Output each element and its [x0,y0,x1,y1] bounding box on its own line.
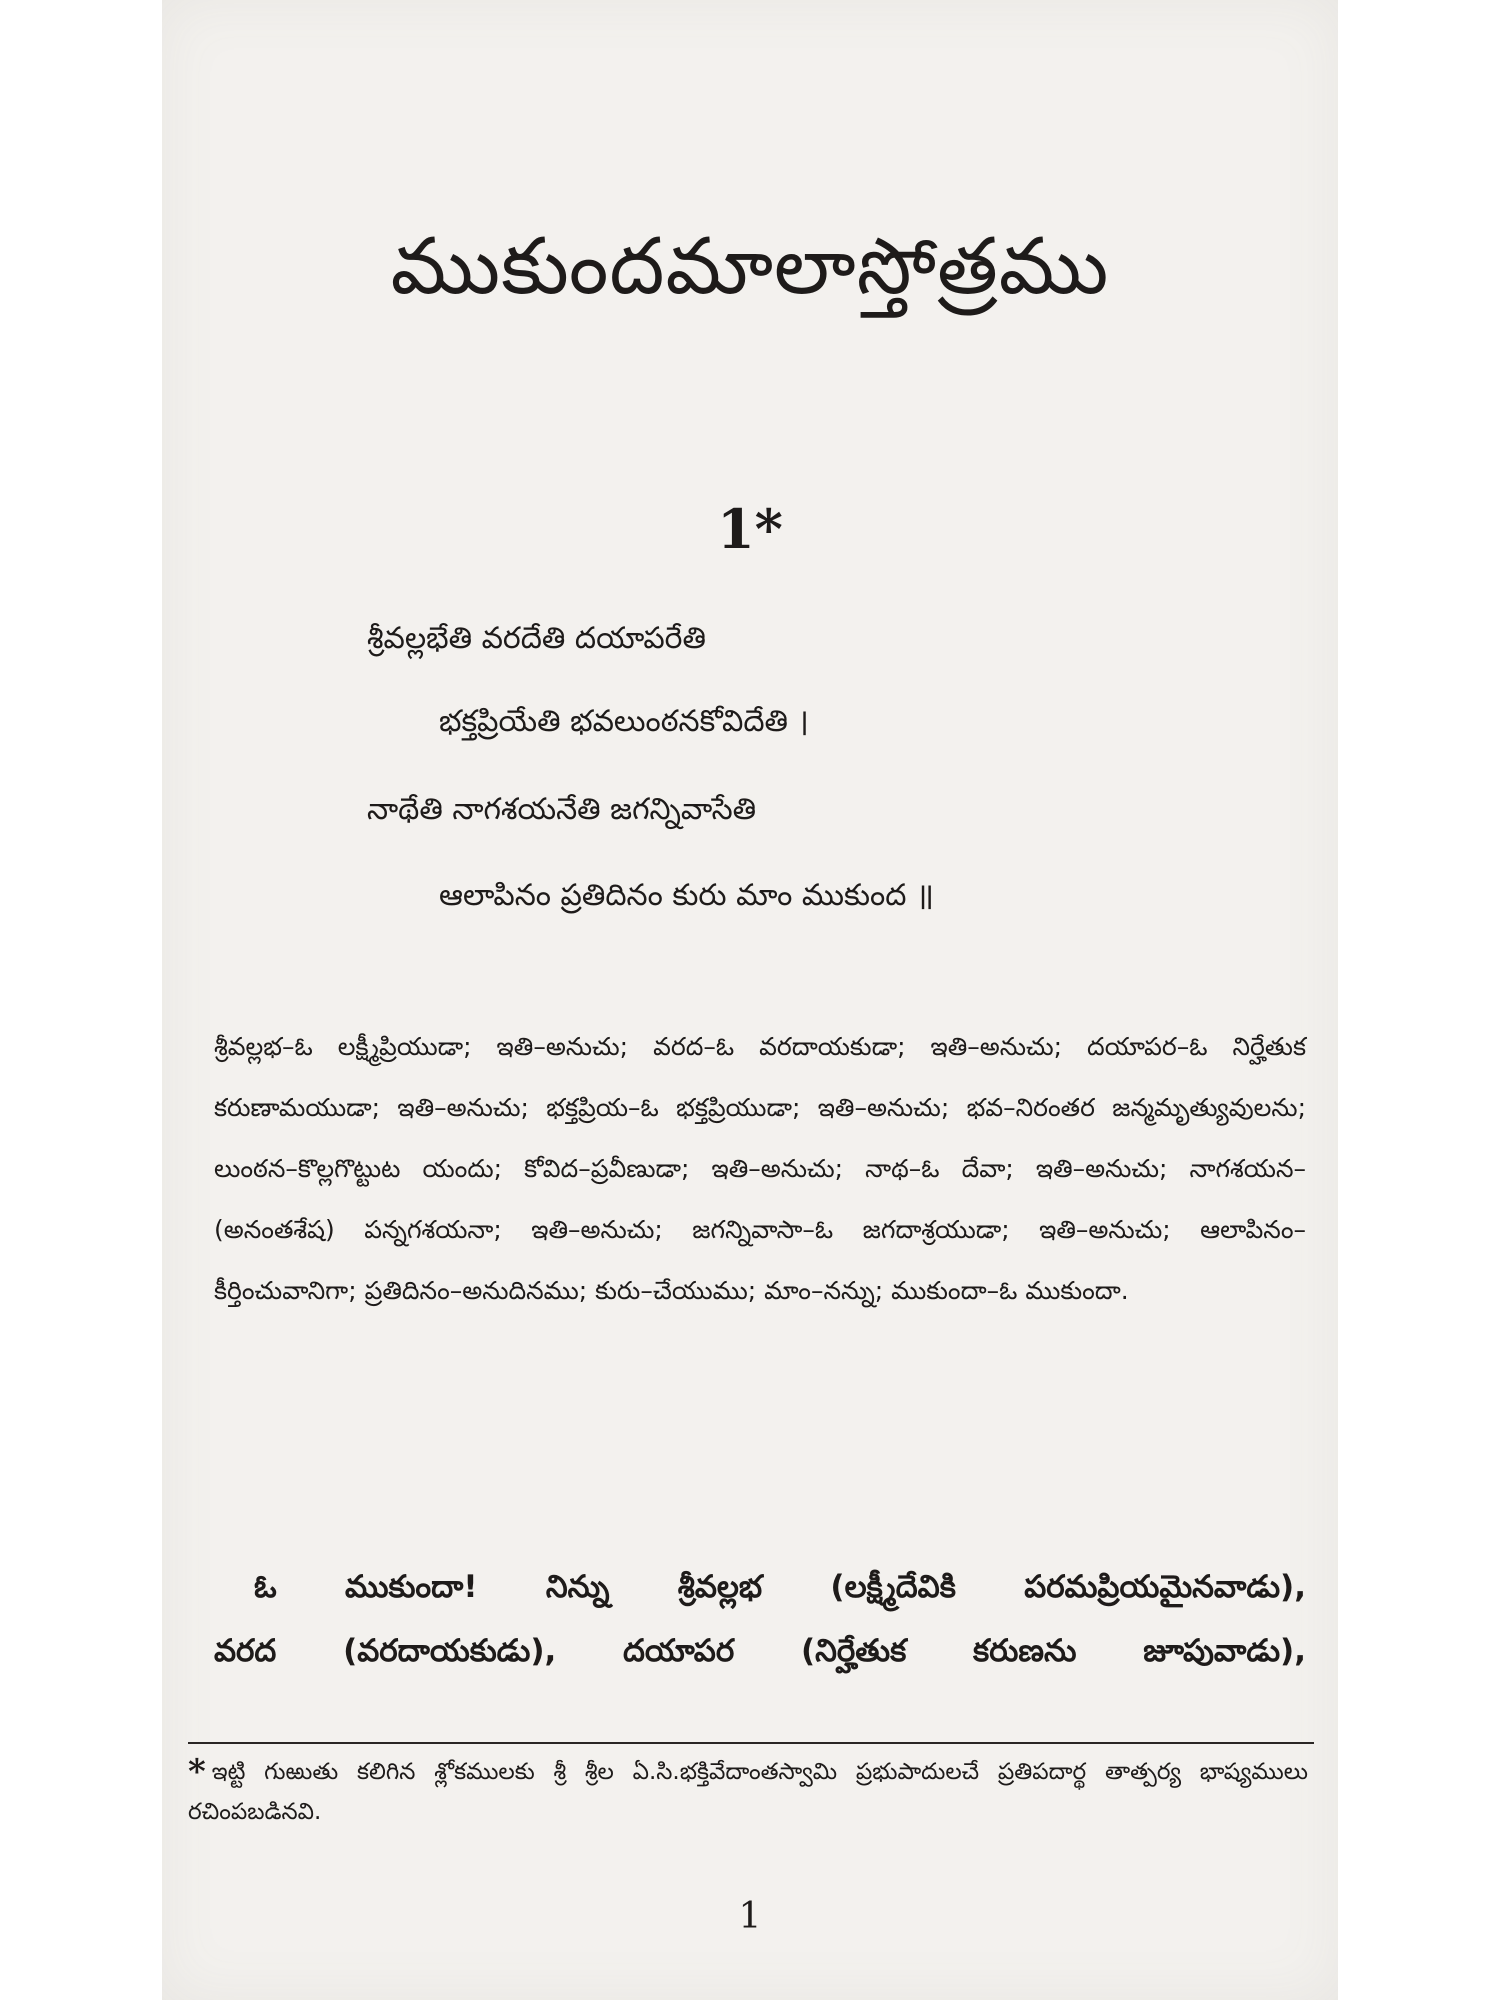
book-page [162,0,1338,2000]
footnote-divider [188,1742,1314,1744]
translation-line: వరద (వరదాయకుడు), దయాపర (నిర్హేతుక కరుణను జూపువాడు), [214,1633,1306,1669]
verse-line: శ్రీవల్లభేతి వరదేతి దయాపరేతి [367,621,706,656]
verse-number: 1* [717,497,783,561]
verse-line: ఆలాపినం ప్రతిదినం కురు మాం ముకుంద ॥ [439,878,934,913]
verse-line: భక్తప్రియేతి భవలుంఠనకోవిదేతి । [439,704,809,739]
page-title: ముకుందమాలాస్తోత్రము [390,222,1110,312]
page-number: 1 [738,1896,762,1937]
translation-line [214,1555,1306,1619]
footnote [188,1752,1308,1832]
verse-line: నాథేతి నాగశయనేతి జగన్నివాసే‌తి [367,792,757,827]
footnote-marker: * [188,1752,206,1792]
footnote-text: ఇట్టి గుఱుతు కలిగిన శ్లోకములకు శ్రీ శ్రీల ఏ.సి.భక్తివేదాంతస్వామి ప్రభుపాదులచే ప్రతిపదార్థ తాత్పర్య భాష్యములు రచింపబడినవి. [188,1759,1308,1825]
word-meanings: శ్రీవల్లభ–ఓ లక్ష్మీప్రియుడా; ఇతి–అనుచు; వరద–ఓ వరదాయకుడా; ఇతి–అనుచు; దయాపర–ఓ నిర్హేతుక కరుణామయుడా; ఇతి–అనుచు; భక్తప్రియ–ఓ భక్తప్రియుడా; ఇతి–అనుచు; భవ–నిరంతర జన్మమృత్యువులను; లుంఠన–కొల్లగొట్టుట యందు; కోవిద–ప్రవీణుడా; ఇతి–అనుచు; నాథ–ఓ దేవా; ఇతి–అనుచు; నాగశయన–(అనంతశేష) పన్నగశయనా; ఇతి–అనుచు; జగన్నివాసా–ఓ జగదాశ్రయుడా; ఇతి–అనుచు; ఆలాపినం–కీర్తించువానిగా; ప్రతిదినం–అనుదినము; కురు–చేయుము; మాం–నన్ను; ముకుందా–ఓ ముకుందా. [214,1032,1306,1305]
translation-line-text: ఓ ముకుందా! నిన్ను శ్రీవల్లభ (లక్ష్మీదేవికి పరమప్రియమైనవాడు), [254,1569,1306,1605]
translation [214,1555,1306,1683]
